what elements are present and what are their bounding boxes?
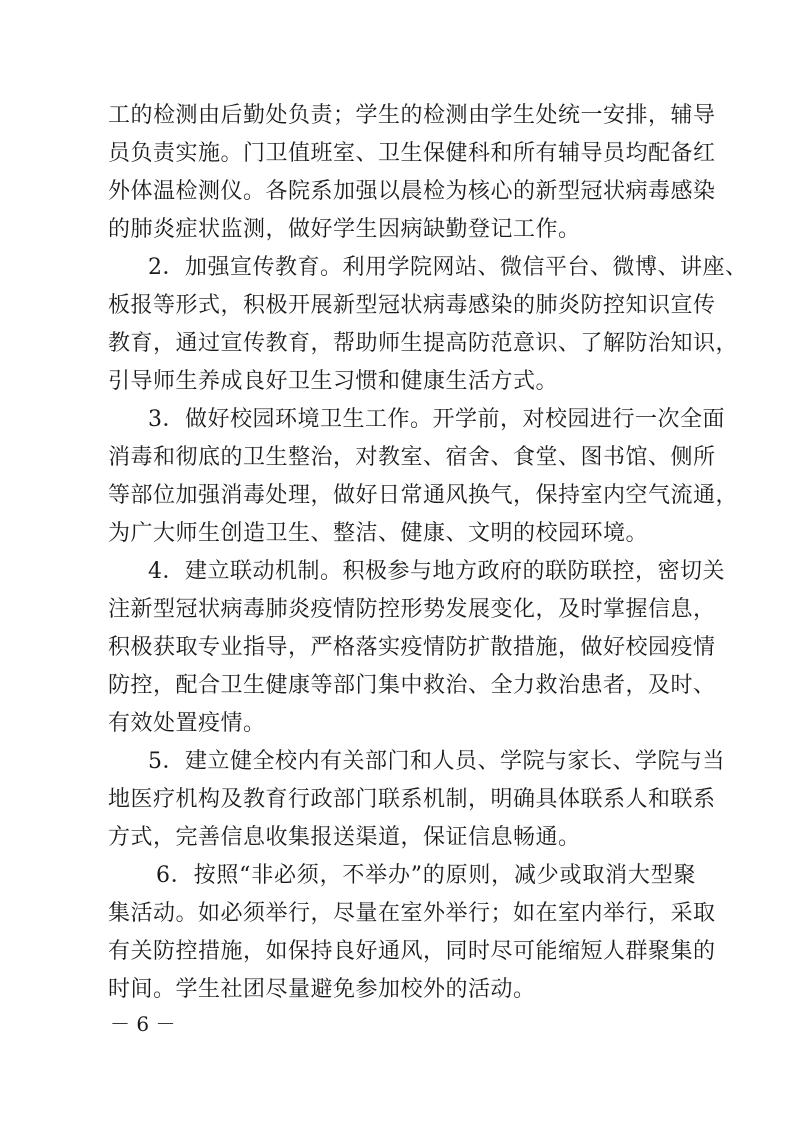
paragraph-3-line-3: 等部位加强消毒处理，做好日常通风换气，保持室内空气流通， [108, 483, 739, 508]
paragraph-6-line-3: 有关防控措施，如保持良好通风，同时尽可能缩短人群聚集的 [108, 939, 716, 964]
paragraph-5-line-1: 5．建立健全校内有关部门和人员、学院与家长、学院与当 [148, 749, 725, 774]
page-number: － 6 － [110, 1012, 176, 1036]
paragraph-6-line-4: 时间。学生社团尽量避免参加校外的活动。 [108, 977, 536, 1002]
paragraph-3-line-1: 3．做好校园环境卫生工作。开学前，对校园进行一次全面 [148, 407, 725, 432]
paragraph-2-line-3: 教育，通过宣传教育，帮助师生提高防范意识、了解防治知识， [108, 331, 739, 356]
paragraph-1-line-2: 员负责实施。门卫值班室、卫生保健科和所有辅导员均配备红 [108, 141, 716, 166]
paragraph-4-line-5: 有效处置疫情。 [108, 711, 266, 736]
paragraph-4-line-1: 4．建立联动机制。积极参与地方政府的联防联控，密切关 [148, 559, 725, 584]
paragraph-4-line-3: 积极获取专业指导，严格落实疫情防扩散措施，做好校园疫情 [108, 635, 716, 660]
paragraph-2-line-2: 板报等形式，积极开展新型冠状病毒感染的肺炎防控知识宣传 [108, 293, 716, 318]
paragraph-2-line-4: 引导师生养成良好卫生习惯和健康生活方式。 [108, 369, 559, 394]
paragraph-2-line-1: 2．加强宣传教育。利用学院网站、微信平台、微博、讲座、 [148, 255, 748, 280]
paragraph-1-line-1: 工的检测由后勤处负责；学生的检测由学生处统一安排，辅导 [108, 103, 716, 128]
paragraph-1-line-3: 外体温检测仪。各院系加强以晨检为核心的新型冠状病毒感染 [108, 179, 716, 204]
paragraph-1-line-4: 的肺炎症状监测，做好学生因病缺勤登记工作。 [108, 217, 581, 242]
paragraph-6-line-2: 集活动。如必须举行，尽量在室外举行；如在室内举行，采取 [108, 901, 716, 926]
paragraph-5-line-2: 地医疗机构及教育行政部门联系机制，明确具体联系人和联系 [108, 787, 716, 812]
paragraph-5-line-3: 方式，完善信息收集报送渠道，保证信息畅通。 [108, 825, 581, 850]
paragraph-4-line-4: 防控，配合卫生健康等部门集中救治、全力救治患者，及时、 [108, 673, 716, 698]
paragraph-4-line-2: 注新型冠状病毒肺炎疫情防控形势发展变化，及时掌握信息， [108, 597, 716, 622]
paragraph-3-line-4: 为广大师生创造卫生、整洁、健康、文明的校园环境。 [108, 521, 649, 546]
paragraph-6-line-1: 6．按照“非必须，不举办”的原则，减少或取消大型聚 [156, 863, 696, 888]
paragraph-3-line-2: 消毒和彻底的卫生整治，对教室、宿舍、食堂、图书馆、侧所 [108, 445, 716, 470]
